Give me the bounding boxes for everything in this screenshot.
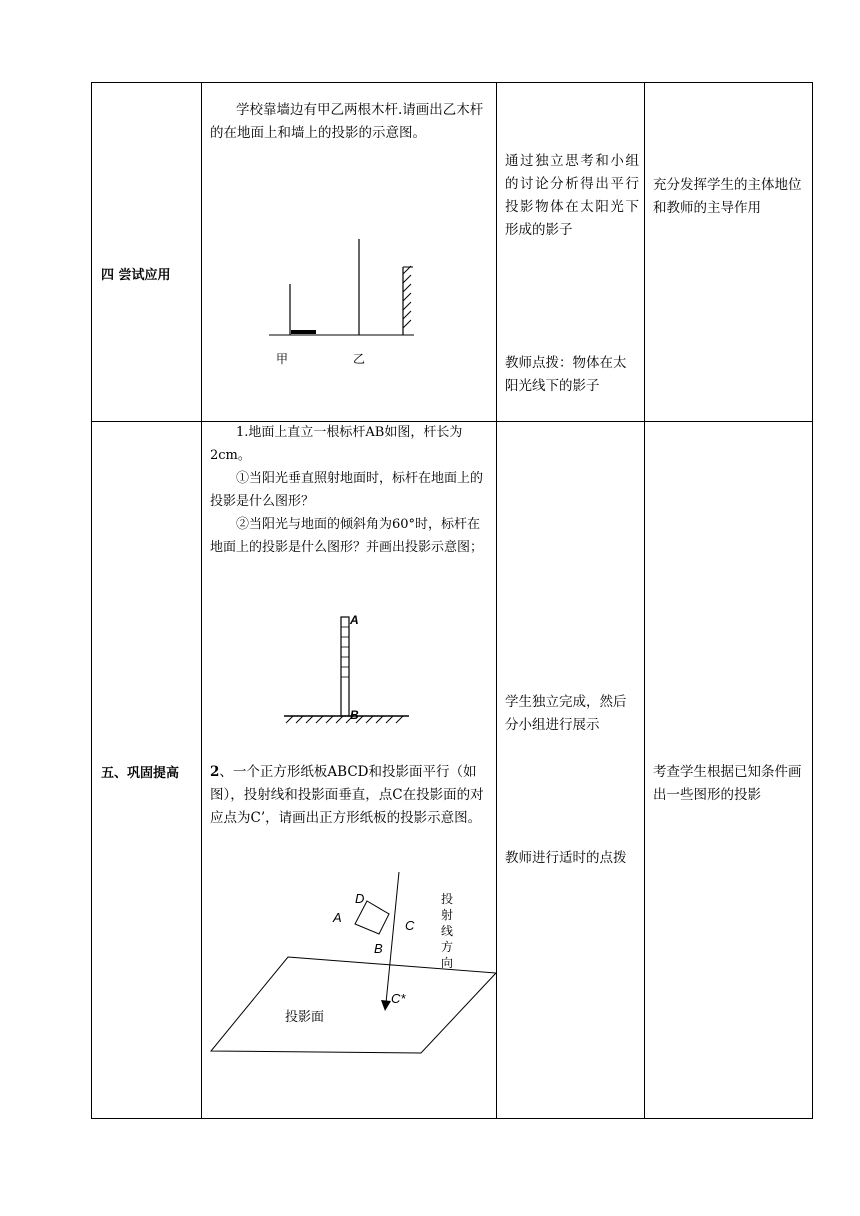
label-c-projection: C* — [391, 991, 406, 1006]
teacher-note: 教师点拨：物体在太阳光线下的影子 — [505, 355, 627, 394]
task-text: 学校靠墙边有甲乙两根木杆.请画出乙木杆的在地面上和墙上的投影的示意图。 — [210, 102, 484, 141]
question-2-text: 、一个正方形纸板ABCD和投影面平行（如图），投射线和投影面垂直，点C在投影面的对应点为C’，请画出正方形纸板的投影示意图。 — [210, 764, 484, 826]
design-intent: 考查学生根据已知条件画出一些图形的投影 — [653, 764, 802, 803]
label-b: B — [350, 708, 359, 722]
label-c: C — [405, 918, 415, 933]
direction-char: 线 — [441, 924, 454, 938]
label-jia: 甲 — [276, 352, 289, 366]
ray-arrowhead — [381, 1000, 391, 1011]
projection-plane — [211, 957, 496, 1053]
design-intent: 充分发挥学生的主体地位和教师的主导作用 — [653, 177, 802, 216]
student-activity: 通过独立思考和小组的讨论分析得出平行投影物体在太阳光下形成的影子 — [505, 153, 639, 238]
row-label: 五、巩固提高 — [101, 766, 180, 781]
question-2-number: 2 — [210, 764, 220, 780]
plane-label: 投影面 — [285, 1009, 325, 1024]
row-label: 四 尝试应用 — [101, 268, 171, 283]
label-d: D — [355, 891, 365, 906]
student-activity: 学生独立完成，然后分小组进行展示 — [505, 694, 627, 733]
lesson-table — [91, 82, 813, 1119]
direction-char: 射 — [441, 908, 454, 922]
label-yi: 乙 — [353, 352, 366, 366]
label-a: A — [333, 910, 342, 925]
projection-ray — [386, 872, 399, 1003]
question-1-intro: 1.地面上直立一根标杆AB如图，杆长为2cm。 — [210, 425, 463, 463]
question-1-part-b: ②当阳光与地面的倾斜角为60°时，标杆在地面上的投影是什么图形？并画出投影示意图； — [210, 517, 484, 555]
label-b: B — [374, 941, 383, 956]
question-1-part-a: ①当阳光垂直照射地面时，标杆在地面上的投影是什么图形？ — [210, 471, 484, 509]
direction-char: 投 — [441, 892, 454, 906]
teacher-note: 教师进行适时的点拨 — [505, 850, 627, 866]
square-projection-diagram — [91, 82, 813, 1119]
label-a: A — [350, 613, 359, 627]
direction-char: 向 — [441, 956, 454, 970]
direction-char: 方 — [441, 940, 454, 954]
